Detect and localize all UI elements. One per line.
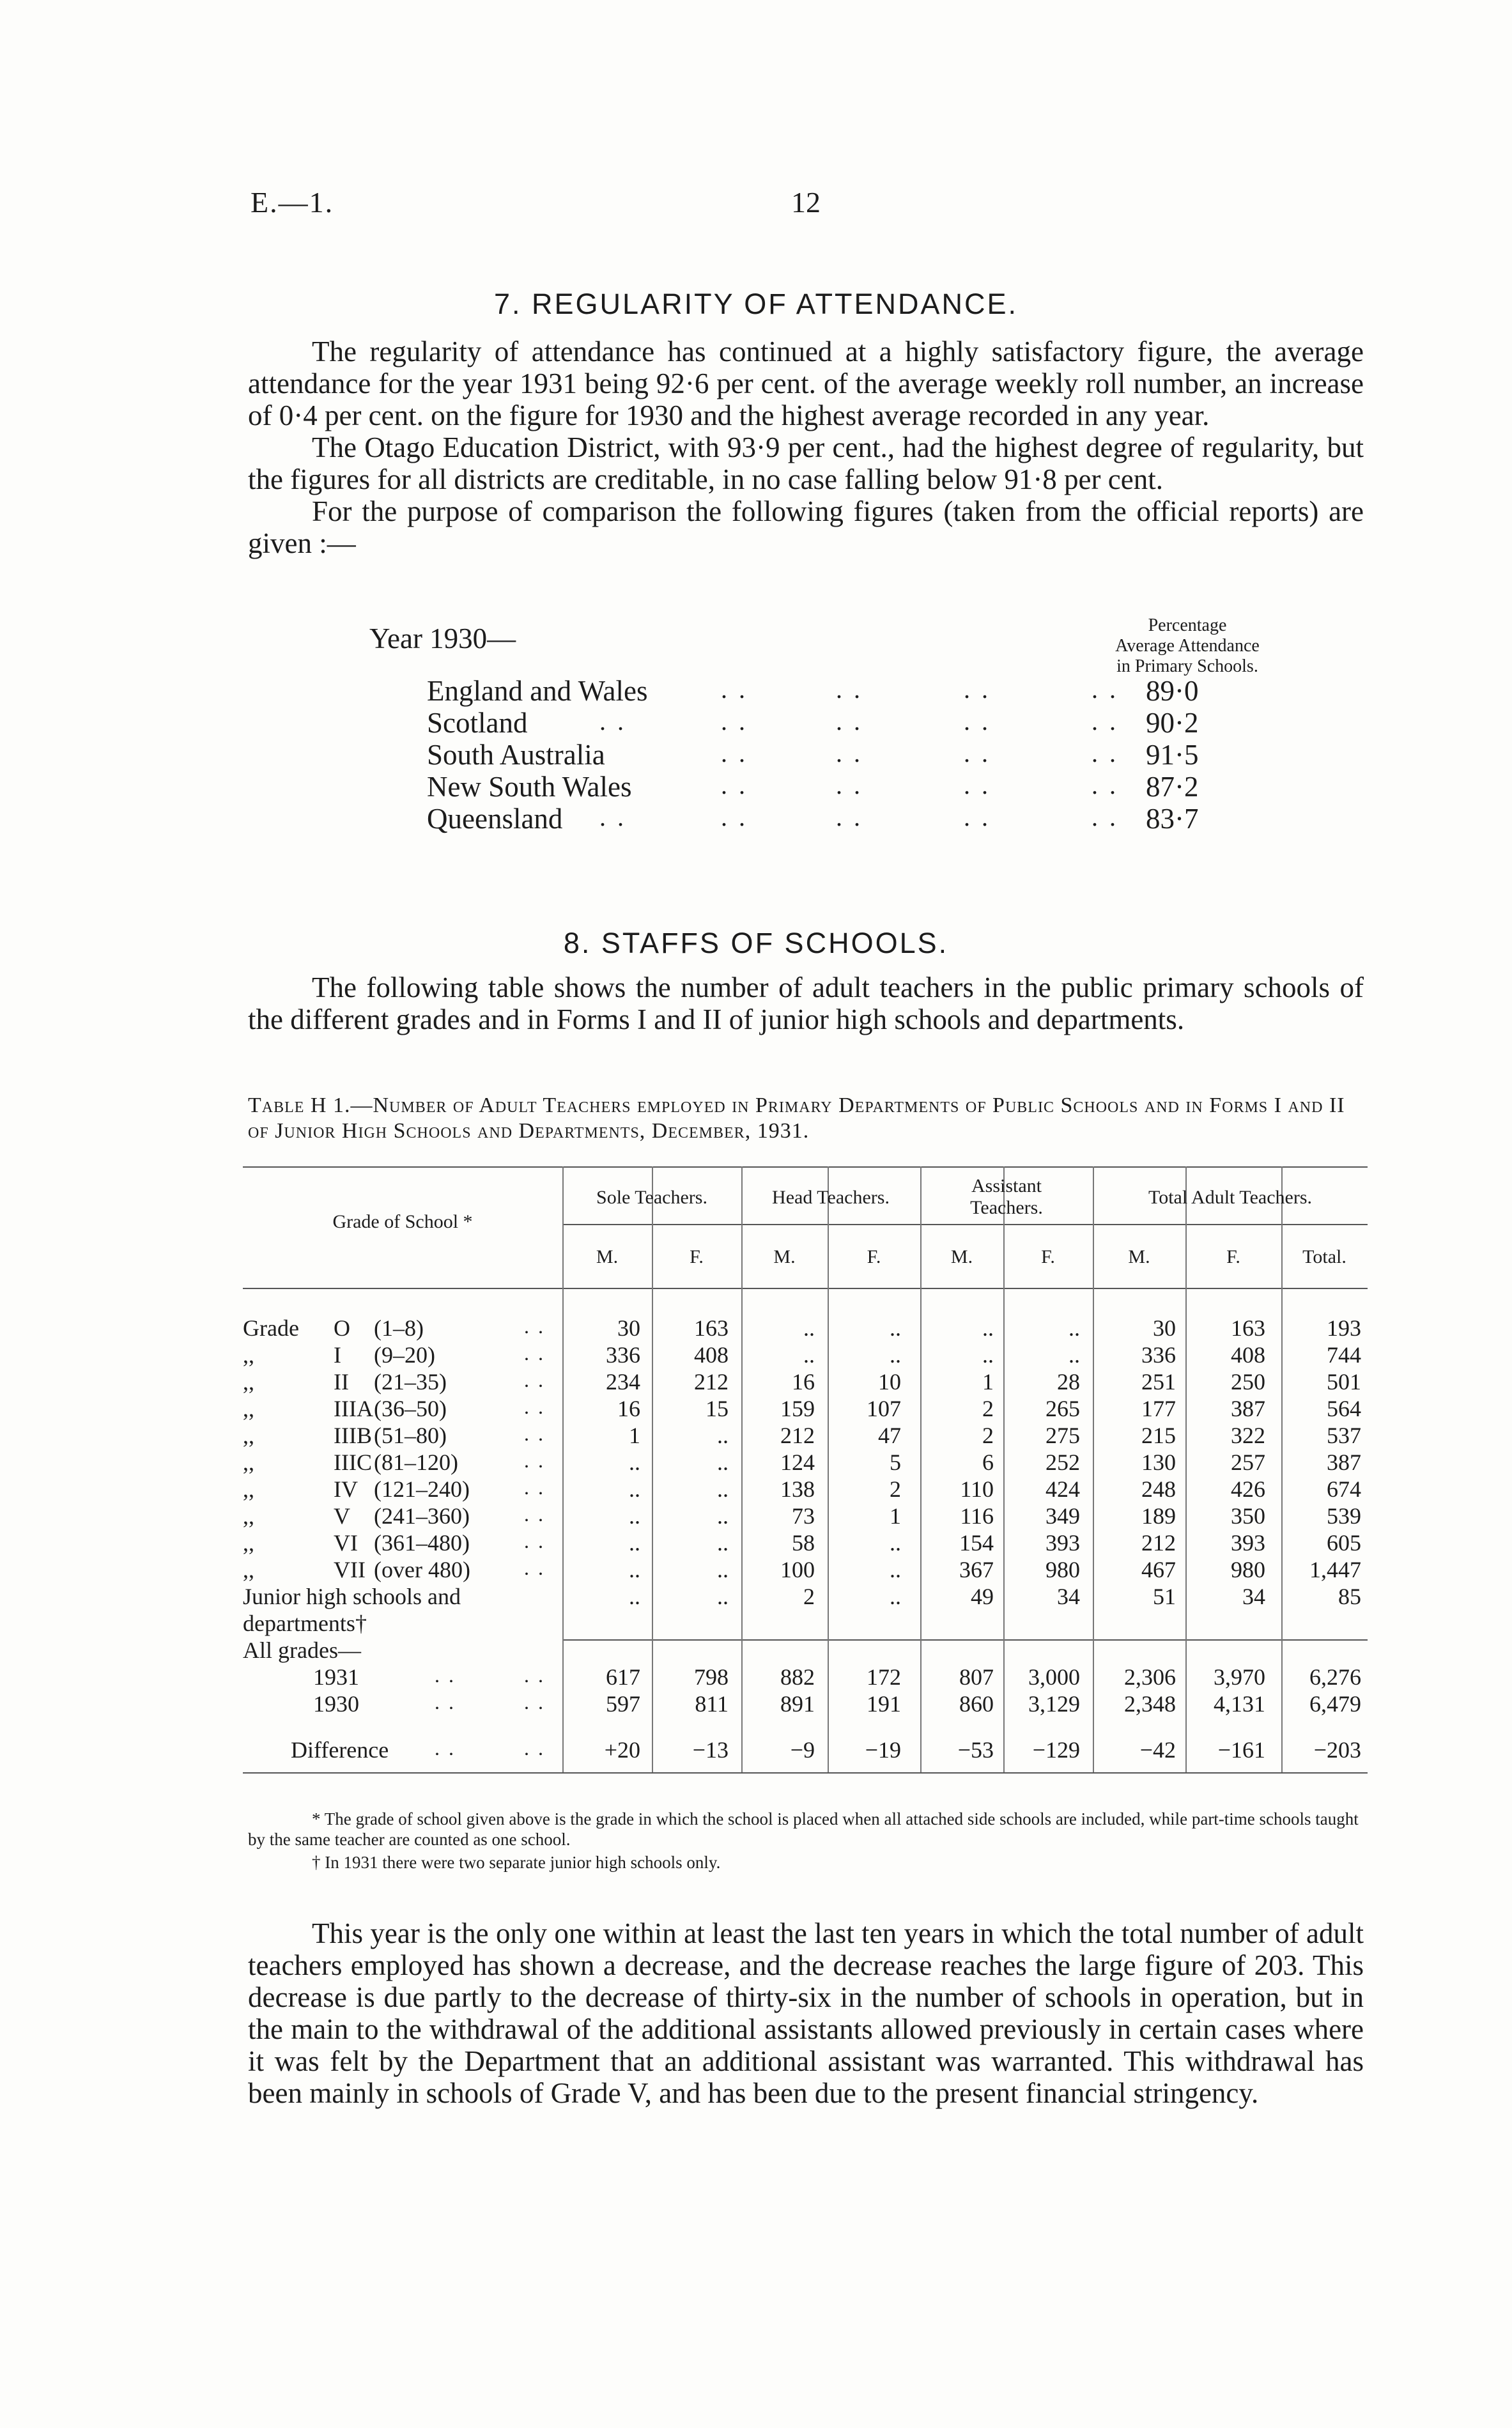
table-cell: 891 bbox=[780, 1691, 815, 1717]
paragraph: The Otago Education District, with 93·9 per cent., had the highest degree of regularity, but the figures for all districts are creditable, in no case falling below 91·8 per cent. bbox=[248, 431, 1364, 495]
footnote-junior-high: † In 1931 there were two separate junior high schools only. bbox=[312, 1853, 721, 1872]
table-cell: .. bbox=[803, 1342, 815, 1368]
table-cell: 798 bbox=[694, 1664, 729, 1690]
row-label-part: ,, bbox=[243, 1450, 254, 1475]
row-label-part: (over 480) bbox=[374, 1557, 470, 1582]
table-cell: 501 bbox=[1327, 1369, 1361, 1395]
table-cell: 617 bbox=[606, 1664, 640, 1690]
running-head-reference: E.—1. bbox=[251, 186, 334, 219]
table-cell: 3,129 bbox=[1028, 1691, 1080, 1717]
table-cell: 674 bbox=[1327, 1476, 1361, 1502]
table-rule bbox=[243, 1166, 1368, 1168]
table-cell: 16 bbox=[617, 1396, 640, 1421]
table-cell: .. bbox=[717, 1530, 729, 1556]
table-cell: .. bbox=[629, 1476, 640, 1502]
row-label-part: (9–20) bbox=[374, 1342, 435, 1368]
table-cell: 980 bbox=[1045, 1557, 1080, 1582]
table-cell: 251 bbox=[1141, 1369, 1176, 1395]
table-cell: −53 bbox=[957, 1737, 994, 1763]
table-cell: 15 bbox=[706, 1396, 729, 1421]
leader-dots: . . bbox=[435, 1690, 456, 1713]
table-cell: .. bbox=[629, 1530, 640, 1556]
table-cell: 159 bbox=[780, 1396, 815, 1421]
leader-dots: . . bbox=[524, 1503, 545, 1526]
table-cell: 16 bbox=[792, 1369, 815, 1395]
row-label-part: 1931 bbox=[313, 1664, 359, 1690]
table-cell: 350 bbox=[1231, 1503, 1265, 1529]
table-cell: −129 bbox=[1032, 1737, 1080, 1763]
table-cell: 28 bbox=[1057, 1369, 1080, 1395]
row-label-part: ,, bbox=[243, 1557, 254, 1582]
table-cell: −203 bbox=[1313, 1737, 1361, 1763]
table-cell: .. bbox=[717, 1584, 729, 1609]
row-label-part: (121–240) bbox=[374, 1476, 470, 1502]
leader-dots: . . bbox=[435, 1736, 456, 1759]
table-cell: 322 bbox=[1231, 1423, 1265, 1448]
leader-dots: . . bbox=[524, 1690, 545, 1713]
table-cell: 424 bbox=[1045, 1476, 1080, 1502]
column-group-header: Total Adult Teachers. bbox=[1148, 1187, 1312, 1208]
row-label-part: VI bbox=[334, 1530, 358, 1556]
table-cell: .. bbox=[803, 1315, 815, 1341]
row-label-part: Difference bbox=[291, 1737, 389, 1763]
comparison-column-header: Percentage Average Attendance in Primary Schools. bbox=[1115, 615, 1260, 676]
table-cell: 2 bbox=[890, 1476, 901, 1502]
table-cell: 393 bbox=[1231, 1530, 1265, 1556]
table-cell: 215 bbox=[1141, 1423, 1176, 1448]
table-cell: 1 bbox=[890, 1503, 901, 1529]
row-label-part: IV bbox=[334, 1476, 358, 1502]
leader-dots: . . bbox=[524, 1395, 545, 1418]
column-group-header: Sole Teachers. bbox=[596, 1187, 707, 1208]
table-cell: 2 bbox=[982, 1396, 994, 1421]
table-cell: .. bbox=[890, 1342, 901, 1368]
table-cell: 212 bbox=[1141, 1530, 1176, 1556]
column-group-header: Head Teachers. bbox=[772, 1187, 890, 1208]
staff-table bbox=[243, 1166, 1368, 1793]
table-cell: .. bbox=[717, 1423, 729, 1448]
leader-dots: . . bbox=[524, 1449, 545, 1472]
table-caption: Table H 1.—Number of Adult Teachers employed in Primary Departments of Public Schools and in Forms I and II of Junior High Schools and Departments, December, 1931. bbox=[248, 1094, 1345, 1143]
section-8-intro bbox=[248, 971, 1364, 1035]
grade-column-header: Grade of School * bbox=[332, 1211, 473, 1232]
leader-dots: . . bbox=[524, 1664, 545, 1687]
table-cell: 6 bbox=[982, 1450, 994, 1475]
table-cell: 212 bbox=[694, 1369, 729, 1395]
leader-dots: . . bbox=[524, 1556, 545, 1579]
column-subheader: F. bbox=[1226, 1246, 1240, 1267]
table-cell: 2,348 bbox=[1124, 1691, 1176, 1717]
table-cell: 2 bbox=[803, 1584, 815, 1609]
table-cell: 605 bbox=[1327, 1530, 1361, 1556]
row-label-part: ,, bbox=[243, 1503, 254, 1529]
table-cell: +20 bbox=[604, 1737, 640, 1763]
table-cell: 110 bbox=[960, 1476, 994, 1502]
row-label-part: VII bbox=[334, 1557, 366, 1582]
table-cell: 744 bbox=[1327, 1342, 1361, 1368]
table-cell: 212 bbox=[780, 1423, 815, 1448]
row-label-part: ,, bbox=[243, 1530, 254, 1556]
table-cell: 163 bbox=[1231, 1315, 1265, 1341]
table-cell: .. bbox=[890, 1530, 901, 1556]
leader-dots: . . bbox=[524, 1342, 545, 1365]
section-7-heading: 7. REGULARITY OF ATTENDANCE. bbox=[494, 288, 1018, 320]
table-cell: 5 bbox=[890, 1450, 901, 1475]
row-label-part: IIIC bbox=[334, 1450, 372, 1475]
row-label-part: departments† bbox=[243, 1611, 367, 1636]
table-cell: 138 bbox=[780, 1476, 815, 1502]
table-cell: .. bbox=[717, 1476, 729, 1502]
table-cell: 49 bbox=[971, 1584, 994, 1609]
table-cell: 807 bbox=[959, 1664, 994, 1690]
table-cell: 2 bbox=[982, 1423, 994, 1448]
row-label-part: IIIB bbox=[334, 1423, 372, 1448]
table-cell: 189 bbox=[1141, 1503, 1176, 1529]
row-label-part: (81–120) bbox=[374, 1450, 458, 1475]
table-cell: .. bbox=[982, 1342, 994, 1368]
leader-dots: . . bbox=[435, 1664, 456, 1687]
comparison-row: Scotland . . . . . . . . . . 90·2 bbox=[427, 707, 1199, 739]
column-subheader: Total. bbox=[1302, 1246, 1346, 1267]
table-cell: .. bbox=[1068, 1315, 1080, 1341]
closing-paragraph bbox=[248, 1917, 1364, 2109]
table-cell: 154 bbox=[959, 1530, 994, 1556]
table-cell: 1 bbox=[982, 1369, 994, 1395]
row-label-part: Grade bbox=[243, 1315, 299, 1341]
table-cell: 51 bbox=[1153, 1584, 1176, 1609]
row-label-part: (1–8) bbox=[374, 1315, 424, 1341]
leader-dots: . . bbox=[524, 1476, 545, 1499]
row-label-part: (21–35) bbox=[374, 1369, 447, 1395]
table-cell: 172 bbox=[867, 1664, 901, 1690]
column-subheader: M. bbox=[950, 1246, 973, 1267]
table-cell: 3,970 bbox=[1214, 1664, 1265, 1690]
table-cell: 980 bbox=[1231, 1557, 1265, 1582]
row-label-part: ,, bbox=[243, 1396, 254, 1421]
table-cell: 58 bbox=[792, 1530, 815, 1556]
table-cell: 408 bbox=[1231, 1342, 1265, 1368]
row-label-part: (361–480) bbox=[374, 1530, 470, 1556]
table-cell: .. bbox=[717, 1450, 729, 1475]
row-label-part: O bbox=[334, 1315, 350, 1341]
table-cell: 257 bbox=[1231, 1450, 1265, 1475]
table-cell: .. bbox=[629, 1450, 640, 1475]
table-cell: 234 bbox=[606, 1369, 640, 1395]
row-label-part: I bbox=[334, 1342, 341, 1368]
table-cell: 100 bbox=[780, 1557, 815, 1582]
column-group-header: Assistant Teachers. bbox=[970, 1175, 1043, 1218]
row-label-part: Junior high schools and bbox=[243, 1584, 461, 1609]
column-subheader: F. bbox=[1041, 1246, 1055, 1267]
table-cell: 387 bbox=[1231, 1396, 1265, 1421]
table-cell: 597 bbox=[606, 1691, 640, 1717]
table-rule bbox=[562, 1639, 1368, 1641]
table-cell: 250 bbox=[1231, 1369, 1265, 1395]
table-cell: 6,276 bbox=[1309, 1664, 1361, 1690]
table-cell: .. bbox=[890, 1557, 901, 1582]
comparison-row: Queensland . . . . . . . . . . 83·7 bbox=[427, 803, 1199, 835]
comparison-year-label: Year 1930— bbox=[369, 622, 516, 654]
table-cell: 47 bbox=[878, 1423, 901, 1448]
table-cell: 85 bbox=[1338, 1584, 1361, 1609]
row-label-part: V bbox=[334, 1503, 350, 1529]
table-cell: 811 bbox=[695, 1691, 729, 1717]
table-cell: 191 bbox=[867, 1691, 901, 1717]
table-cell: 537 bbox=[1327, 1423, 1361, 1448]
paragraph: For the purpose of comparison the following figures (taken from the official reports) are given :— bbox=[248, 495, 1364, 559]
table-cell: 367 bbox=[959, 1557, 994, 1582]
comparison-row: New South Wales . . . . . . . . 87·2 bbox=[427, 771, 1199, 803]
paragraph: The following table shows the number of adult teachers in the public primary schools of the different grades and in Forms I and II of junior high schools and departments. bbox=[248, 971, 1364, 1035]
paragraph: The regularity of attendance has continued at a highly satisfactory figure, the average attendance for the year 1931 being 92·6 per cent. of the average weekly roll number, an increase of 0·4 per cent. on the figure for 1930 and the highest average recorded in any year. bbox=[248, 336, 1364, 431]
table-cell: 73 bbox=[792, 1503, 815, 1529]
table-cell: 1,447 bbox=[1309, 1557, 1361, 1582]
table-cell: 4,131 bbox=[1214, 1691, 1265, 1717]
table-cell: 193 bbox=[1327, 1315, 1361, 1341]
table-cell: 265 bbox=[1045, 1396, 1080, 1421]
table-cell: 124 bbox=[780, 1450, 815, 1475]
paragraph: This year is the only one within at least the last ten years in which the total number of adult teachers employed has shown a decrease, and the decrease reaches the large figure of 203. This decrease is due partly to the decrease of thirty-six in the number of schools in operation, but in the main to the withdrawal of the additional assistants allowed previously in certain cases where it was felt by the Department that an additional assistant was warranted. This withdrawal has been mainly in schools of Grade V, and has been due to the present financial stringency. bbox=[248, 1917, 1364, 2109]
table-cell: −161 bbox=[1217, 1737, 1265, 1763]
leader-dots: . . bbox=[524, 1315, 545, 1338]
table-cell: 564 bbox=[1327, 1396, 1361, 1421]
table-cell: 34 bbox=[1242, 1584, 1265, 1609]
row-label-part: II bbox=[334, 1369, 349, 1395]
table-rule bbox=[562, 1224, 1368, 1225]
table-cell: 252 bbox=[1045, 1450, 1080, 1475]
table-cell: 10 bbox=[878, 1369, 901, 1395]
table-cell: 275 bbox=[1045, 1423, 1080, 1448]
table-cell: 130 bbox=[1141, 1450, 1176, 1475]
table-cell: .. bbox=[717, 1503, 729, 1529]
row-label-part: ,, bbox=[243, 1342, 254, 1368]
leader-dots: . . bbox=[524, 1529, 545, 1552]
table-rule bbox=[243, 1288, 1368, 1289]
table-cell: 882 bbox=[780, 1664, 815, 1690]
leader-dots: . . bbox=[524, 1422, 545, 1445]
table-cell: 107 bbox=[867, 1396, 901, 1421]
attendance-comparison-list bbox=[248, 598, 1364, 866]
column-subheader: M. bbox=[773, 1246, 796, 1267]
table-cell: 336 bbox=[1141, 1342, 1176, 1368]
row-label-part: 1930 bbox=[313, 1691, 359, 1717]
row-label-part: (36–50) bbox=[374, 1396, 447, 1421]
table-cell: 34 bbox=[1057, 1584, 1080, 1609]
table-rule bbox=[243, 1772, 1368, 1774]
row-label-part: ,, bbox=[243, 1476, 254, 1502]
row-label-part: IIIA bbox=[334, 1396, 373, 1421]
table-cell: .. bbox=[890, 1584, 901, 1609]
table-cell: .. bbox=[629, 1557, 640, 1582]
table-cell: .. bbox=[629, 1584, 640, 1609]
column-subheader: M. bbox=[596, 1246, 619, 1267]
column-subheader: F. bbox=[690, 1246, 704, 1267]
table-cell: 6,479 bbox=[1309, 1691, 1361, 1717]
row-label-part: (241–360) bbox=[374, 1503, 470, 1529]
row-label-part: ,, bbox=[243, 1423, 254, 1448]
table-cell: 177 bbox=[1141, 1396, 1176, 1421]
comparison-row: England and Wales . . . . . . . . 89·0 bbox=[427, 675, 1199, 707]
table-cell: .. bbox=[717, 1557, 729, 1582]
table-cell: .. bbox=[629, 1503, 640, 1529]
table-cell: 30 bbox=[1153, 1315, 1176, 1341]
table-cell: 426 bbox=[1231, 1476, 1265, 1502]
table-cell: 349 bbox=[1045, 1503, 1080, 1529]
section-7-body bbox=[248, 336, 1364, 559]
row-label-part: ,, bbox=[243, 1369, 254, 1395]
table-cell: .. bbox=[1068, 1342, 1080, 1368]
row-label-part: (51–80) bbox=[374, 1423, 447, 1448]
leader-dots: . . bbox=[524, 1368, 545, 1391]
page-number: 12 bbox=[791, 186, 821, 219]
footnote-grade: * The grade of school given above is the grade in which the school is placed when all attached side schools are included, while part-time schools taught by the same teacher are counted as one school. bbox=[248, 1809, 1359, 1849]
row-label-part: All grades— bbox=[243, 1637, 361, 1663]
table-cell: 408 bbox=[694, 1342, 729, 1368]
leader-dots: . . bbox=[524, 1736, 545, 1759]
table-cell: −42 bbox=[1139, 1737, 1176, 1763]
table-cell: 539 bbox=[1327, 1503, 1361, 1529]
table-cell: 2,306 bbox=[1124, 1664, 1176, 1690]
table-cell: −13 bbox=[692, 1737, 729, 1763]
table-cell: 387 bbox=[1327, 1450, 1361, 1475]
table-cell: −9 bbox=[790, 1737, 815, 1763]
column-subheader: M. bbox=[1128, 1246, 1150, 1267]
table-cell: 248 bbox=[1141, 1476, 1176, 1502]
table-cell: 860 bbox=[959, 1691, 994, 1717]
table-cell: 163 bbox=[694, 1315, 729, 1341]
column-subheader: F. bbox=[867, 1246, 881, 1267]
table-cell: 1 bbox=[629, 1423, 640, 1448]
table-cell: 393 bbox=[1045, 1530, 1080, 1556]
table-cell: .. bbox=[890, 1315, 901, 1341]
table-cell: 30 bbox=[617, 1315, 640, 1341]
table-cell: .. bbox=[982, 1315, 994, 1341]
table-cell: 467 bbox=[1141, 1557, 1176, 1582]
comparison-row: South Australia . . . . . . . . 91·5 bbox=[427, 739, 1199, 771]
section-8-heading: 8. STAFFS OF SCHOOLS. bbox=[563, 927, 949, 959]
table-cell: 336 bbox=[606, 1342, 640, 1368]
table-cell: −19 bbox=[865, 1737, 901, 1763]
table-cell: 116 bbox=[960, 1503, 994, 1529]
table-cell: 3,000 bbox=[1028, 1664, 1080, 1690]
